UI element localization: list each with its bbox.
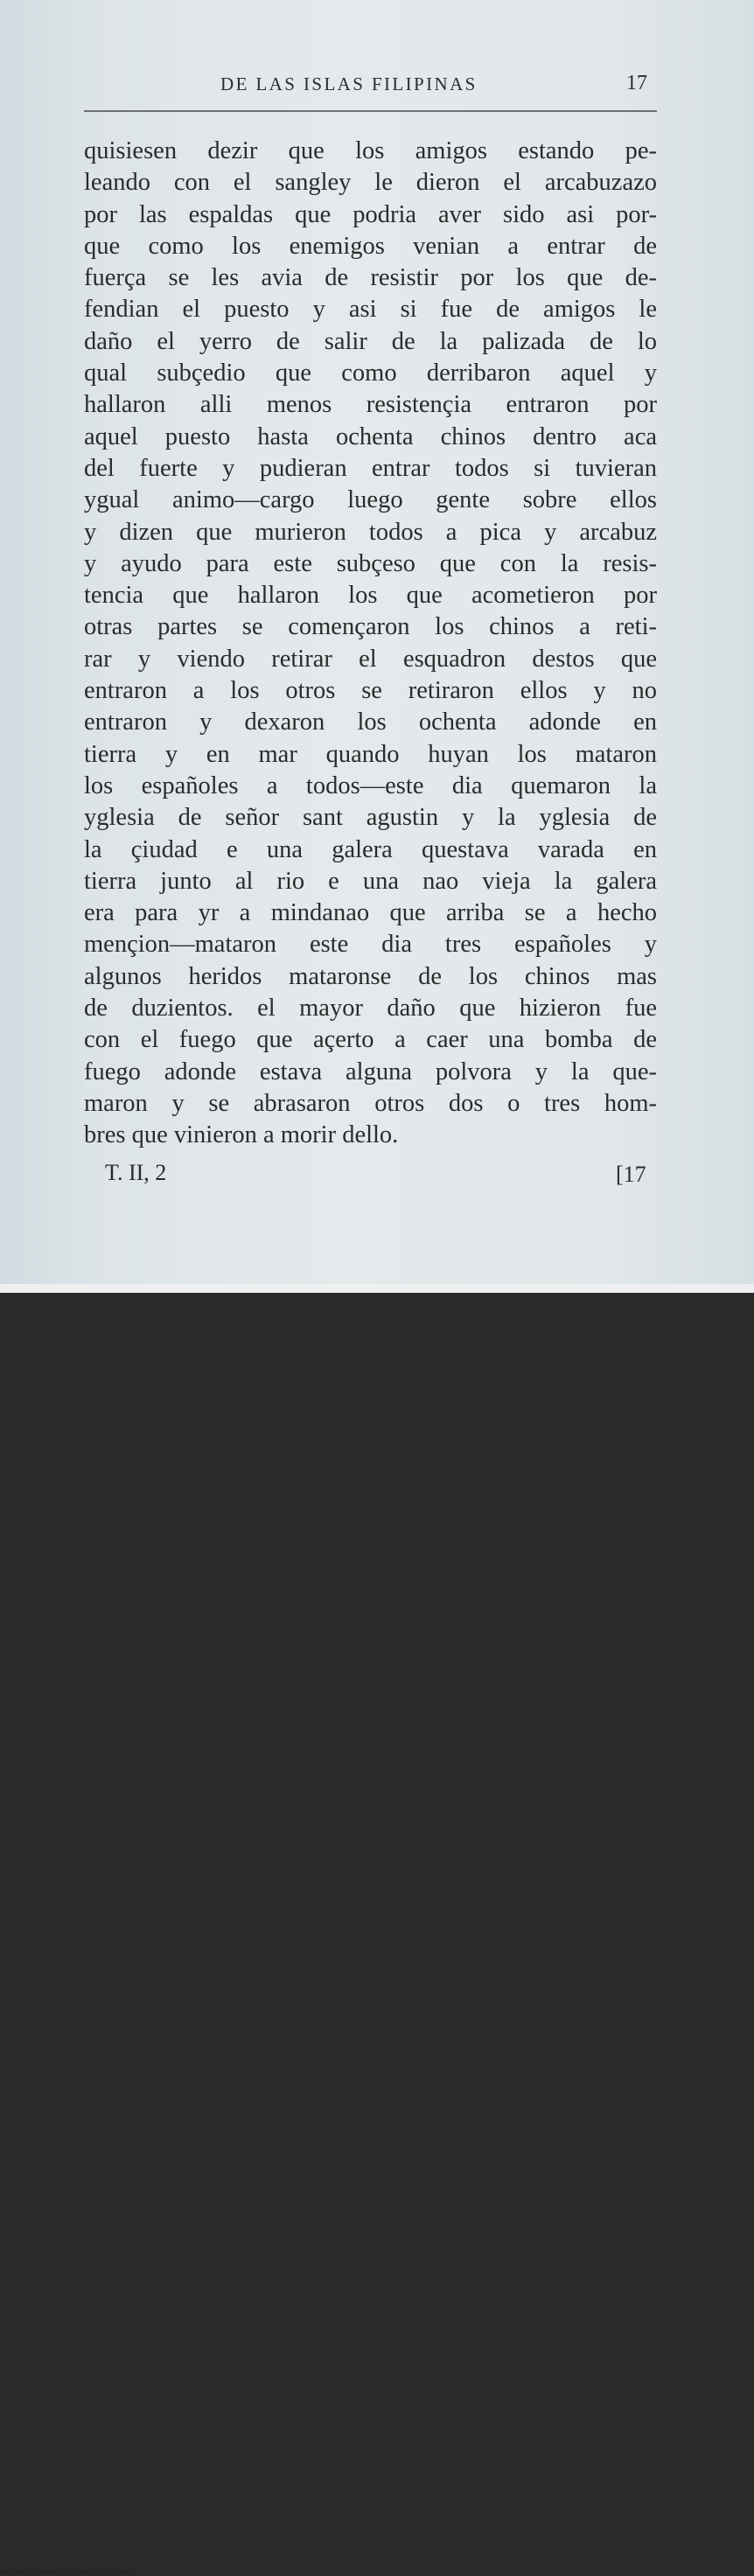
- signature-mark: T. II, 2: [105, 1160, 167, 1185]
- text-line: fendian el puesto y asi si fue de amigos le: [84, 296, 657, 324]
- next-page-marker: [17: [616, 1162, 646, 1187]
- text-line: mençion—mataron este dia tres españoles y: [84, 931, 657, 959]
- text-line: algunos heridos mataronse de los chinos mas: [84, 962, 657, 990]
- text-line: fuerça se les avia de resistir por los que de-: [84, 264, 657, 292]
- text-line: tencia que hallaron los que acometieron por: [84, 582, 657, 610]
- text-line: era para yr a mindanao que arriba se a hecho: [84, 899, 657, 927]
- text-line: que como los enemigos venian a entrar de: [84, 232, 657, 260]
- running-header-page-number: 17: [626, 72, 647, 94]
- library-credit: National Library of the Philippines: [2, 2569, 131, 2576]
- text-line: bres que vinieron a morir dello.: [84, 1121, 399, 1149]
- text-line: y ayudo para este subçeso que con la resis-: [84, 549, 657, 577]
- text-line: tierra junto al rio e una nao vieja la galera: [84, 867, 657, 895]
- text-line: con el fuego que açerto a caer una bomba de: [84, 1026, 657, 1054]
- text-line: daño el yerro de salir de la palizada de lo: [84, 327, 657, 355]
- book-page: [0, 0, 754, 1284]
- text-line: otras partes se començaron los chinos a reti-: [84, 613, 657, 641]
- text-line: por las espaldas que podria aver sido asi por-: [84, 200, 657, 228]
- text-line: del fuerte y pudieran entrar todos si tuvieran: [84, 454, 657, 482]
- text-line: entraron a los otros se retiraron ellos y no: [84, 677, 657, 705]
- text-line: hallaron alli menos resistençia entraron por: [84, 391, 657, 419]
- header-rule: [84, 110, 657, 112]
- text-line: quisiesen dezir que los amigos estando pe-: [84, 137, 657, 164]
- text-line: leando con el sangley le dieron el arcabuzazo: [84, 169, 657, 197]
- text-line: aquel puesto hasta ochenta chinos dentro aca: [84, 422, 657, 450]
- running-header-title: DE LAS ISLAS FILIPINAS: [220, 73, 478, 94]
- body-text: [84, 136, 657, 1152]
- text-line: fuego adonde estava alguna polvora y la que-: [84, 1058, 657, 1086]
- text-line: rar y viendo retirar el esquadron destos que: [84, 645, 657, 673]
- text-line: qual subçedio que como derribaron aquel y: [84, 360, 657, 387]
- text-line: yglesia de señor sant agustin y la yglesia de: [84, 804, 657, 832]
- text-line: los españoles a todos—este dia quemaron la: [84, 771, 657, 799]
- text-line: y dizen que murieron todos a pica y arcabuz: [84, 518, 657, 546]
- text-line: la çiudad e una galera questava varada en: [84, 835, 657, 863]
- credit-strip: [0, 1284, 754, 2576]
- text-line: ygual animo—cargo luego gente sobre ellos: [84, 486, 657, 514]
- text-line: de duzientos. el mayor daño que hizieron fue: [84, 995, 657, 1023]
- text-line: entraron y dexaron los ochenta adonde en: [84, 709, 657, 736]
- text-line: maron y se abrasaron otros dos o tres hom-: [84, 1089, 657, 1117]
- text-line: tierra y en mar quando huyan los mataron: [84, 740, 657, 768]
